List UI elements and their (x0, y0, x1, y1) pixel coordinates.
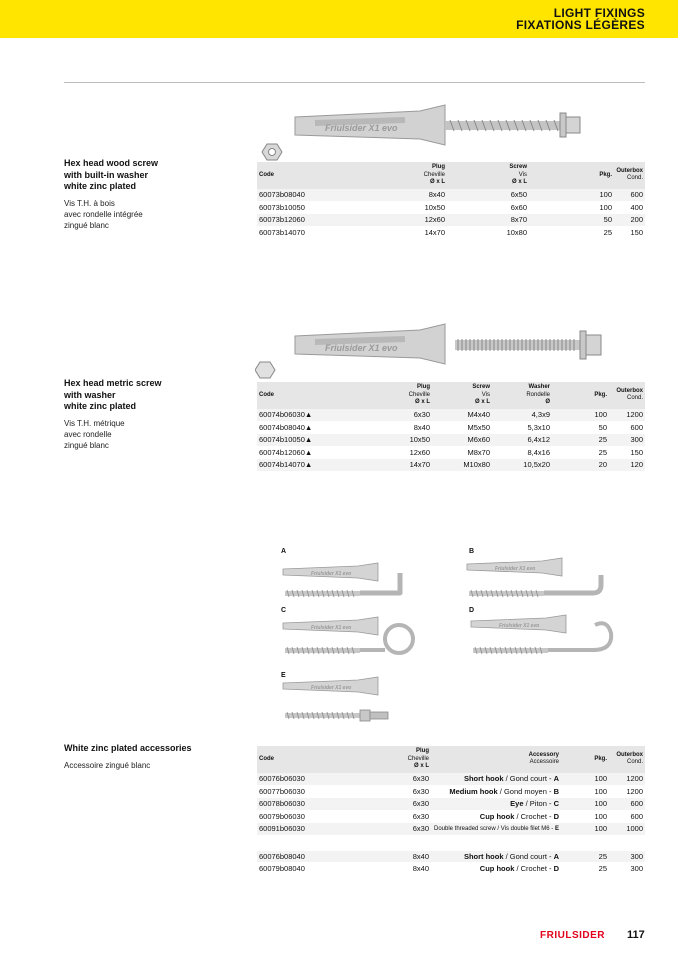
table-row: 60091b06030 6x30 Double threaded screw / Vis double filet M6 - E 100 1000 (259, 824, 643, 834)
footer-brand-logo: FRIULSIDER (540, 930, 605, 941)
label-d: D (469, 607, 475, 614)
label-e: E (281, 672, 286, 679)
table-row: 60078b06030 6x30 Eye / Piton - C 100 600 (259, 799, 643, 809)
label-c: C (281, 607, 287, 614)
header-bar (0, 0, 678, 38)
page-number: 117 (627, 929, 645, 941)
table-row: 60079b08040 8x40 Cup hook / Crochet - D 25 300 (259, 864, 643, 874)
washer-icon (262, 144, 282, 160)
nut-icon (255, 362, 275, 378)
section3-table: Code Plug Cheville Ø x L Accessory Accessoire Pkg. Outerbox Cond. 60076b06030 6x30 Short hook / Gond court - A 100 1200 60077b06030 6x30 Medium hook / Gond moyen - B 100 1200 60078b06030 6x30 Eye / Piton - C 100 600 60079b06030 6x30 Cup hook / Crochet - D 100 600 60091b06030 6x30 Double threaded screw / Vis double filet M6 - E 100 1000 60076b08040 8x40 Short hook / Gond court - A 25 300 60079b08040 8x40 Cup hook / Crochet - D 25 300 (259, 748, 643, 874)
label-a: A (281, 548, 287, 555)
svg-text:Friulsider X1 evo: Friulsider X1 evo (325, 343, 398, 353)
table-row: 60073b08040 8x40 6x50 100 600 (259, 190, 643, 199)
plug-wood-screw-image (255, 95, 645, 170)
table-row: 60074b12060▲ 12x60 M8x70 8,4x16 25 150 (259, 447, 643, 457)
table-row: 60073b14070 14x70 10x80 25 150 (259, 227, 643, 237)
table-row: 60076b06030 6x30 Short hook / Gond court - A 100 1200 (259, 774, 643, 783)
plug-metric-screw-image (255, 318, 645, 380)
plug-brand-text: Friulsider X1 evo (325, 123, 398, 133)
table-row: 60074b06030▲ 6x30 M4x40 4,3x9 100 1200 (259, 410, 643, 419)
section1-title: Hex head wood screw with built-in washer white zinc plated (64, 158, 159, 191)
table-row: 60077b06030 6x30 Medium hook / Gond moyen - B 100 1200 (259, 786, 643, 796)
label-b: B (469, 548, 475, 555)
table-row: 60073b10050 10x50 6x60 100 400 (259, 202, 643, 212)
section3-title: White zinc plated accessories (64, 743, 192, 753)
table-row: 60074b08040▲ 8x40 M5x50 5,3x10 50 600 (259, 422, 643, 432)
section2-title: Hex head metric screw with washer white zinc plated (64, 378, 162, 411)
accessories-image: Friulsider X1 evo (275, 555, 635, 730)
section1-table: Code Plug Cheville Ø x L Screw Vis Ø x L Pkg. Outerbox Cond. 60073b08040 8x40 6x50 100 600 60073b10050 10x50 6x60 100 400 60073b12060 12x60 8x70 50 200 60073b14070 14x70 10x80 25 150 (259, 164, 643, 237)
table-row: 60079b06030 6x30 Cup hook / Crochet - D 100 600 (259, 811, 643, 821)
header-title-en: LIGHT FIXINGS (553, 6, 645, 20)
table-row: 60073b12060 12x60 8x70 50 200 (259, 215, 643, 225)
top-divider (64, 82, 645, 83)
header-title-fr: FIXATIONS LÉGÈRES (516, 18, 645, 32)
section1-subtitle: Vis T.H. à bois avec rondelle intégrée zingué blanc (64, 199, 143, 230)
section3-subtitle: Accessoire zingué blanc (64, 761, 151, 770)
table-row: 60074b14070▲ 14x70 M10x80 10,5x20 20 120 (259, 460, 643, 470)
table-row: 60074b10050▲ 10x50 M6x60 6,4x12 25 300 (259, 435, 643, 445)
col-code: Code (259, 171, 274, 178)
section2-table: Code Plug Cheville Ø x L Screw Vis Ø x L Washer Rondelle Ø Pkg. Outerbox Cond. 60074b06030▲ 6x30 M4x40 4,3x9 100 1200 60074b08040▲ 8x40 M5x50 5,3x10 50 600 60074b10050▲ 10x50 M6x60 6,4x12 25 300 60074b12060▲ 12x60 M8x70 8,4x16 25 150 60074b14070▲ 14x70 M10x80 10,5x20 20 120 (259, 384, 643, 470)
table-row: 60076b08040 8x40 Short hook / Gond court - A 25 300 (259, 851, 643, 861)
section2-subtitle: Vis T.H. métrique avec rondelle zingué blanc (64, 419, 125, 450)
